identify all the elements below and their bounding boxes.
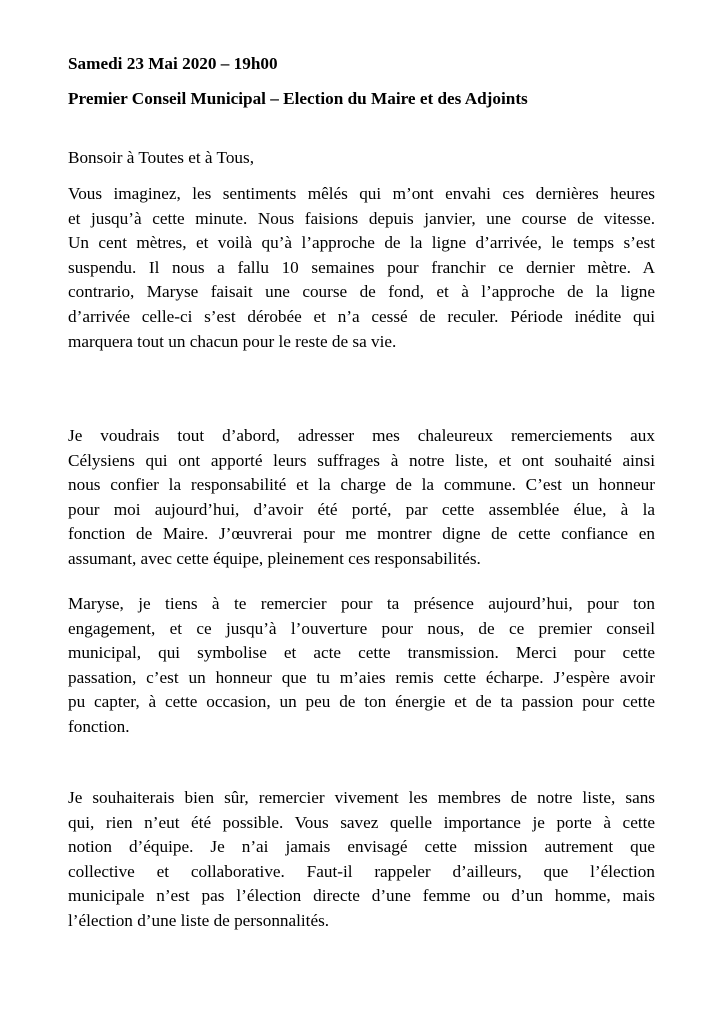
paragraph-line: Je voudrais tout d’abord, adresser mes chaleureux remerciements aux xyxy=(68,426,655,445)
paragraph-line: pu capter, à cette occasion, un peu de ton énergie et de ta passion pour cette xyxy=(68,692,655,712)
paragraph xyxy=(68,426,655,574)
paragraph-line: fonction. xyxy=(68,716,130,736)
paragraph-line: Je souhaiterais bien sûr, remercier vivement les membres de notre liste, sans xyxy=(68,788,655,807)
paragraph-line: marquera tout un chacun pour le reste de sa vie. xyxy=(68,331,397,351)
paragraph-line: nous confier la responsabilité et la charge de la commune. C’est un honneur xyxy=(68,475,655,495)
paragraph-line: Célysiens qui ont apporté leurs suffrages à notre liste, et ont souhaité ainsi xyxy=(68,450,655,470)
document-event-heading: Premier Conseil Municipal – Election du Maire et des Adjoints xyxy=(68,89,528,108)
paragraph xyxy=(68,184,655,356)
paragraph-line: passation, c’est un honneur que tu m’aies remis cette écharpe. J’espère avoir xyxy=(68,667,655,687)
paragraph xyxy=(68,594,655,742)
paragraph-line: suspendu. Il nous a fallu 10 semaines pour franchir ce dernier mètre. A xyxy=(68,257,655,277)
paragraph-line: notion d’équipe. Je n’ai jamais envisagé cette mission autrement que xyxy=(68,837,655,857)
paragraph-line: et jusqu’à cette minute. Nous faisions depuis janvier, une course de vitesse. xyxy=(68,208,655,228)
paragraph-line: engagement, et ce jusqu’à l’ouverture pour nous, de ce premier conseil xyxy=(68,618,655,638)
paragraph-line: qui, rien n’eut été possible. Vous savez quelle importance je porte à cette xyxy=(68,812,655,832)
paragraph-line: Vous imaginez, les sentiments mêlés qui m’ont envahi ces dernières heures xyxy=(68,184,655,203)
paragraph-line: Maryse, je tiens à te remercier pour ta présence aujourd’hui, pour ton xyxy=(68,594,655,613)
paragraph-line: Un cent mètres, et voilà qu’à l’approche de la ligne d’arrivée, le temps s’est xyxy=(68,233,655,253)
paragraph-line: municipal, qui symbolise et acte cette transmission. Merci pour cette xyxy=(68,643,655,663)
paragraph-line: contrario, Maryse faisait une course de fond, et à l’approche de la ligne xyxy=(68,282,655,302)
paragraph-line: fonction de Maire. J’œuvrerai pour me montrer digne de cette confiance en xyxy=(68,524,655,544)
paragraph xyxy=(68,788,655,936)
paragraph-line: municipale n’est pas l’élection directe d’une femme ou d’un homme, mais xyxy=(68,886,655,906)
paragraph-line: pour moi aujourd’hui, d’avoir été porté, par cette assemblée élue, à la xyxy=(68,499,655,519)
paragraph-line: assumant, avec cette équipe, pleinement ces responsabilités. xyxy=(68,548,481,568)
paragraph-line: collective et collaborative. Faut-il rappeler d’ailleurs, que l’élection xyxy=(68,861,655,881)
greeting: Bonsoir à Toutes et à Tous, xyxy=(68,148,255,167)
document-date-heading: Samedi 23 Mai 2020 – 19h00 xyxy=(68,54,278,73)
paragraph-line: d’arrivée celle-ci s’est dérobée et n’a cessé de reculer. Période inédite qui xyxy=(68,306,655,326)
paragraph-line: l’élection d’une liste de personnalités. xyxy=(68,910,330,930)
